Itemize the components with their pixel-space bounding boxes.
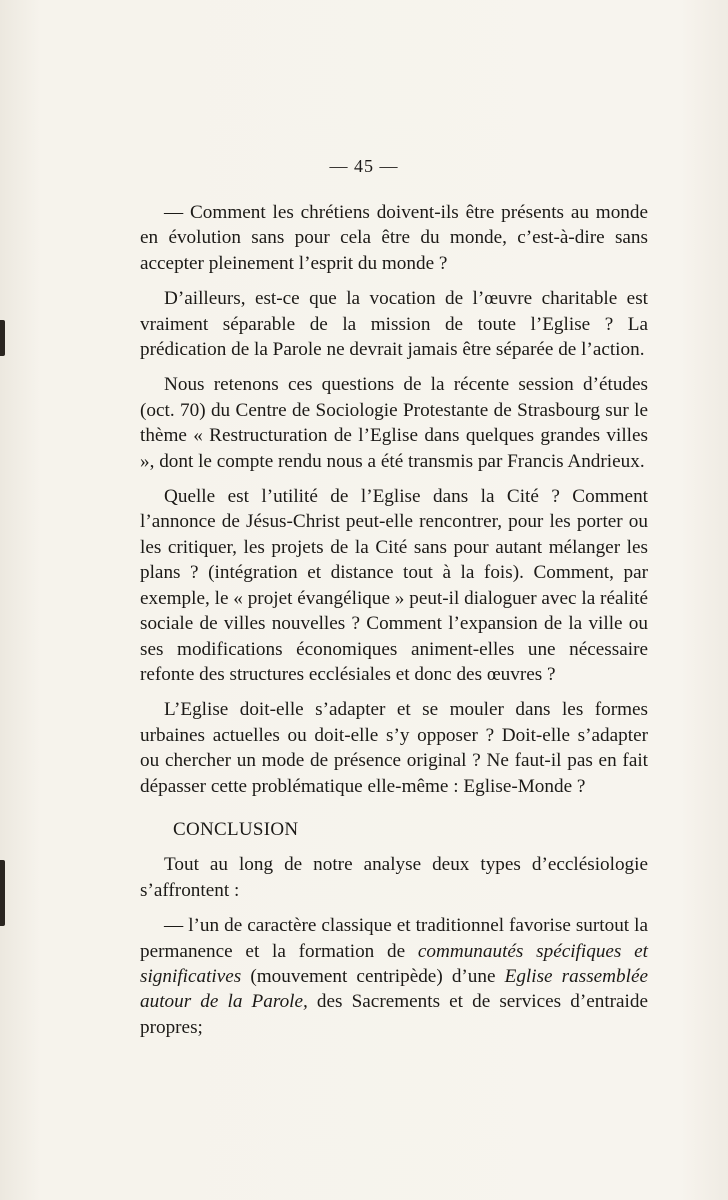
text-run: — l’un de caractère classique et traditionnel favorise surtout la permanence et la formation de	[140, 915, 648, 962]
paragraph: Tout au long de notre analyse deux types d’ecclésiologie s’affrontent :	[140, 854, 648, 901]
page-number: — 45 —	[329, 156, 399, 176]
italic-run: Eglise rassemblée autour de la Parole,	[140, 965, 648, 1013]
paragraph: Quelle est l’utilité de l’Eglise dans la Cité ? Comment l’annonce de Jésus-Christ peut-elle rencontrer, pour les porter ou les critiquer, les projets de la Cité sans pour autant mélanger les plans ? (intégration et distance tout à la fois). Comment, par exemple, le « projet évangélique » peut-il dialoguer avec la réalité sociale de villes nouvelles ? Comment l’expansion de la ville ou ses modifications économiques animent-elles une nécessaire refonte des structures ecclésiales et donc des œuvres ?	[140, 486, 648, 685]
body-text	[140, 200, 648, 1050]
binding-mark	[0, 320, 5, 356]
text-run: (mouvement centripède) d’une	[241, 965, 505, 987]
italic-run: communautés spécifiques et significatives	[140, 940, 648, 987]
paragraph: — Comment les chrétiens doivent-ils être présents au monde en évolution sans pour cela être du monde, c’est-à-dire sans accepter pleinement l’esprit du monde ?	[140, 202, 648, 274]
paragraph: Nous retenons ces questions de la récente session d’études (oct. 70) du Centre de Sociologie Protestante de Strasbourg sur le thème « Restructuration de l’Eglise dans quelques grandes villes », dont le compte rendu nous a été transmis par Francis Andrieux.	[140, 374, 648, 472]
paragraph: D’ailleurs, est-ce que la vocation de l’œuvre charitable est vraiment séparable de la mission de toute l’Eglise ? La prédication de la Parole ne devrait jamais être séparée de l’action.	[140, 288, 648, 361]
paragraph: L’Eglise doit-elle s’adapter et se mouler dans les formes urbaines actuelles ou doit-elle s’y opposer ? Doit-elle s’adapter ou chercher un mode de présence original ? Ne faut-il pas en fait dépasser cette problématique elle-même : Eglise-Monde ?	[140, 699, 648, 797]
text-run: des Sacrements et de services d’entraide propres;	[140, 991, 648, 1038]
binding-mark	[0, 860, 5, 926]
section-heading: CONCLUSION	[173, 818, 299, 840]
paragraph	[140, 913, 648, 1040]
